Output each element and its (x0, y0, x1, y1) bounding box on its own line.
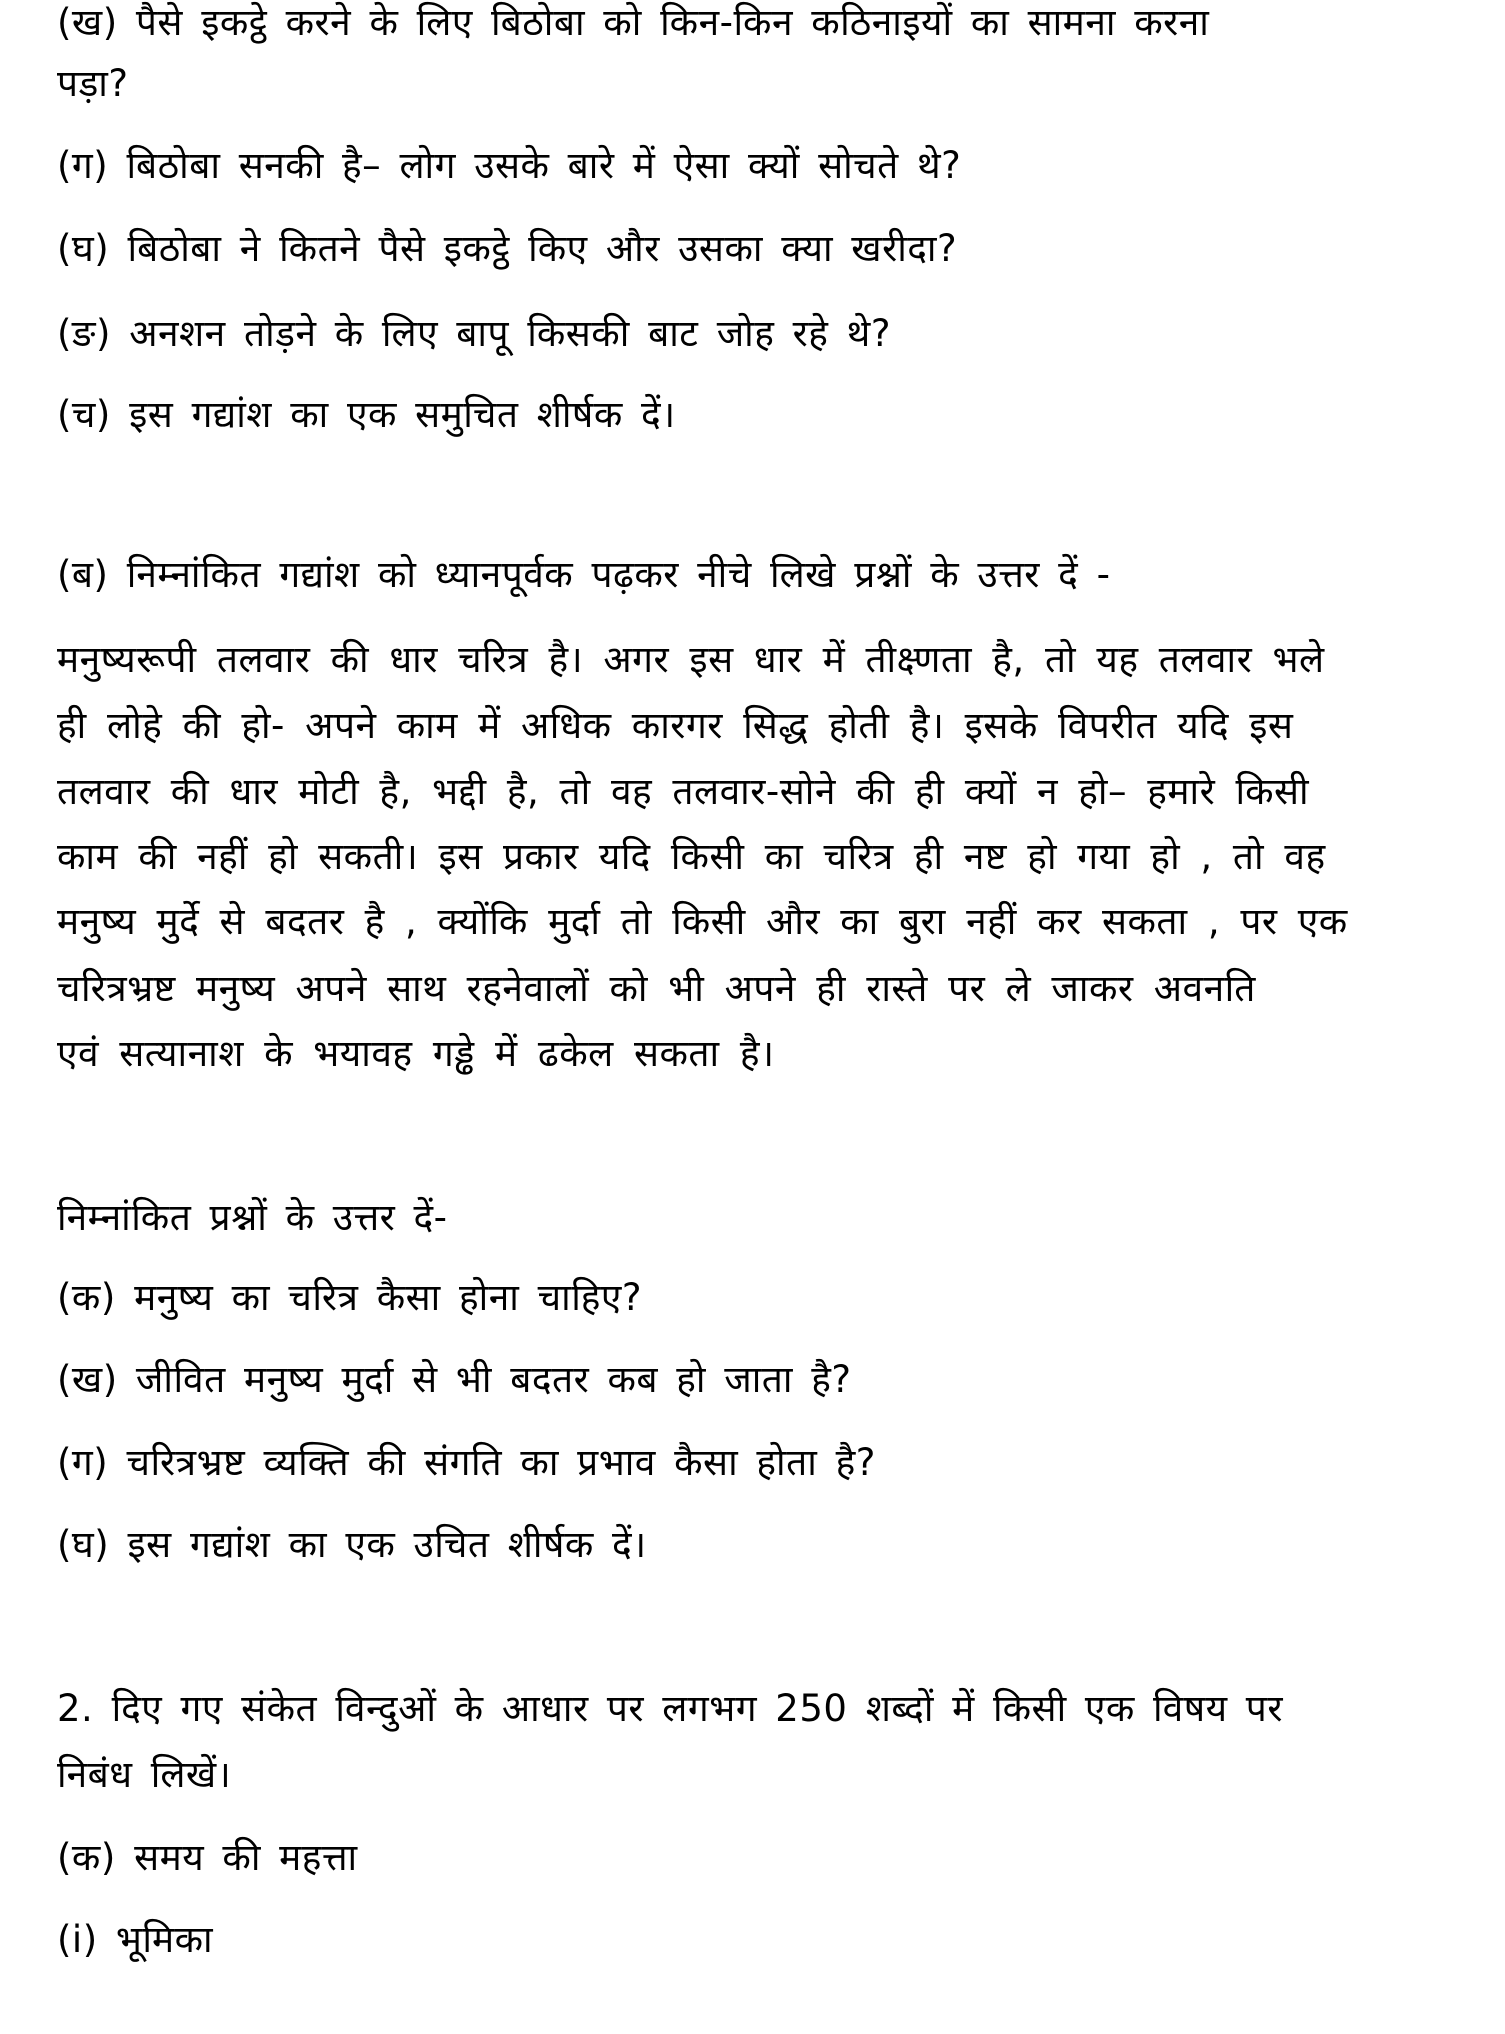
passage-line-2: ही लोहे की हो- अपने काम में अधिक कारगर सिद्ध होती है। इसके विपरीत यदि इस (57, 704, 1294, 747)
topic-label: (क) (57, 1836, 116, 1879)
question-ga (57, 141, 961, 191)
question-label: (ग) (57, 1441, 109, 1484)
question-label: (च) (57, 393, 111, 436)
question-kha (57, 1355, 852, 1405)
question-label: (ख) (57, 1, 118, 44)
question-text: पैसे इकट्ठे करने के लिए बिठोबा को किन-किन कठिनाइयों का सामना करना (135, 1, 1210, 44)
passage-line-1: मनुष्यरूपी तलवार की धार चरित्र है। अगर इस धार में तीक्ष्णता है, तो यह तलवार भले (57, 638, 1325, 681)
question-label: (क) (57, 1276, 116, 1319)
section-b-heading: (ब) निम्नांकित गद्यांश को ध्यानपूर्वक पढ़कर नीचे लिखे प्रश्नों के उत्तर दें - (57, 553, 1111, 596)
question-2-line1: 2. दिए गए संकेत विन्दुओं के आधार पर लगभग 250 शब्दों में किसी एक विषय पर (57, 1687, 1283, 1730)
question-gha-b (57, 1520, 647, 1570)
question-label: (ङ) (57, 312, 111, 355)
passage-line-3: तलवार की धार मोटी है, भद्दी है, तो वह तलवार-सोने की ही क्यों न हो– हमारे किसी (57, 770, 1310, 813)
question-text: इस गद्यांश का एक समुचित शीर्षक दें। (129, 393, 676, 436)
question-2-line2: निबंध लिखें। (57, 1753, 232, 1796)
question-text: चरित्रभ्रष्ट व्यक्ति की संगति का प्रभाव कैसा होता है? (126, 1441, 876, 1484)
question-kha-line1 (57, 0, 1209, 48)
point-text: भूमिका (115, 1918, 214, 1961)
question-text: अनशन तोड़ने के लिए बापू किसकी बाट जोह रहे थे? (129, 312, 891, 355)
question-gha (57, 224, 957, 274)
passage-line-7: एवं सत्यानाश के भयावह गड्ढे में ढकेल सकता है। (57, 1032, 775, 1075)
questions-heading: निम्नांकित प्रश्नों के उत्तर दें- (57, 1196, 448, 1239)
passage-line-4: काम की नहीं हो सकती। इस प्रकार यदि किसी का चरित्र ही नष्ट हो गया हो , तो वह (57, 835, 1326, 878)
topic-text: समय की महत्ता (134, 1836, 358, 1879)
question-cha (57, 390, 676, 440)
passage-line-5: मनुष्य मुर्दे से बदतर है , क्योंकि मुर्दा तो किसी और का बुरा नहीं कर सकता , पर एक (57, 900, 1348, 943)
question-ga-b (57, 1438, 876, 1488)
essay-topic (57, 1833, 358, 1883)
passage-line-6: चरित्रभ्रष्ट मनुष्य अपने साथ रहनेवालों को भी अपने ही रास्ते पर ले जाकर अवनति (57, 967, 1256, 1010)
question-nga (57, 309, 891, 359)
question-text: बिठोबा ने कितने पैसे इकट्ठे किए और उसका क्या खरीदा? (127, 227, 958, 270)
question-text: बिठोबा सनकी है– लोग उसके बारे में ऐसा क्यों सोचते थे? (126, 144, 962, 187)
question-label: (ग) (57, 144, 109, 187)
question-text: इस गद्यांश का एक उचित शीर्षक दें। (127, 1523, 647, 1566)
question-text: जीवित मनुष्य मुर्दा से भी बदतर कब हो जाता है? (135, 1358, 852, 1401)
point-label: (i) (57, 1918, 98, 1961)
question-label: (ख) (57, 1358, 118, 1401)
question-text: मनुष्य का चरित्र कैसा होना चाहिए? (134, 1276, 643, 1319)
question-label: (घ) (57, 227, 110, 270)
question-label: (घ) (57, 1523, 110, 1566)
question-ka (57, 1273, 642, 1323)
essay-point (57, 1915, 213, 1965)
question-kha-line2: पड़ा? (57, 62, 129, 105)
